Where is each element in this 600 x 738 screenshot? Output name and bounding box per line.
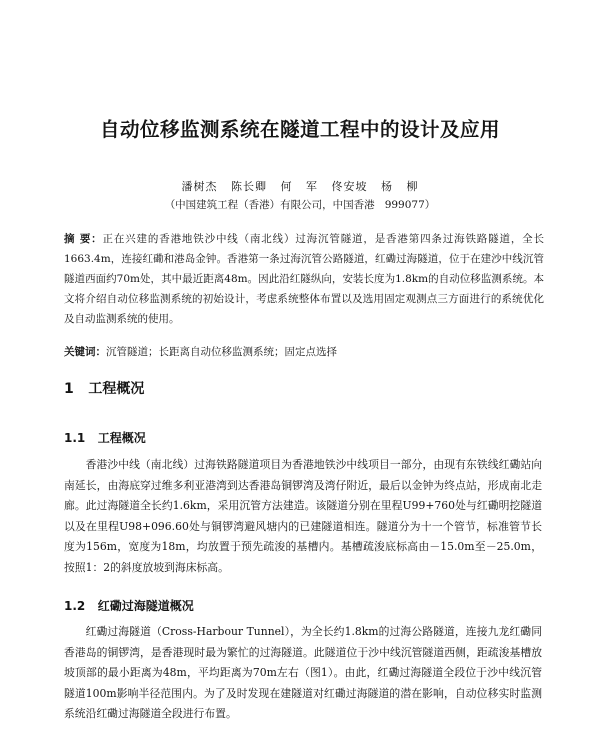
subsection-heading-1-1: 1.1 工程概况: [64, 431, 146, 445]
keywords-text: 沉管隧道；长距离自动位移监测系统；固定点选择: [106, 346, 337, 358]
abstract-text: 正在兴建的香港地铁沙中线（南北线）过海沉管隧道，是香港第四条过海铁路隧道，全长1663.4m，连接红磡和港岛金钟。香港第一条过海沉管公路隧道，红磡过海隧道，位于在建沙中线沉管隧道西面约70m处，其中最近距离48m。因此沿红隧纵向，安装长度为1.8km的自动位移监测系统。本文将介绍自动位移监测系统的初始设计，考虑系统整体布置以及选用固定观测点三方面进行的系统优化及自动监测系统的使用。: [64, 233, 545, 325]
abstract-block: [64, 229, 544, 329]
subsection-heading-1-2: 1.2 红磡过海隧道概况: [64, 599, 194, 613]
keywords-block: [64, 342, 544, 362]
author-list: 潘树杰 陈长卿 何 军 佟安坡 杨 柳: [181, 180, 419, 193]
section-heading-1: 1 工程概况: [64, 381, 145, 397]
paper-title: 自动位移监测系统在隧道工程中的设计及应用: [99, 118, 500, 141]
paragraph-1-2: 红磡过海隧道（Cross-Harbour Tunnel），为全长约1.8km的过海公路隧道，连接九龙红磡同香港岛的铜锣湾，是香港现时最为繁忙的过海隧道。此隧道位于沙中线沉管隧道西侧，距疏浚基槽放坡顶部的最小距离为48m，平均距离为70m左右（图1）。由此，红磡过海隧道全段位于沙中线沉管隧道100m影响半径范围内。为了及时发现在建隧道对红磡过海隧道的潜在影响，自动位移实时监测系统沿红磡过海隧道全段进行布置。: [64, 625, 542, 720]
keywords-label: 关键词：: [64, 346, 106, 358]
abstract-label: 摘 要：: [64, 233, 103, 245]
paragraph-1-1: 香港沙中线（南北线）过海铁路隧道项目为香港地铁沙中线项目一部分，由现有东铁线红磡站向南延长，由海底穿过维多利亚港湾到达香港岛铜锣湾及湾仔附近，最后以金钟为终点站，形成南北走廊。此过海隧道全长约1.6km，采用沉管方法建造。该隧道分别在里程U99+760处与红磡明挖隧道以及在里程U98+096.60处与铜锣湾避风塘内的已建隧道相连。隧道分为十一个管节，标准管节长度为156m，宽度为18m，均放置于预先疏浚的基槽内。基槽疏浚底标高由－15.0m至－25.0m，按照1：2的斜度放坡到海床标高。: [64, 458, 542, 574]
author-affiliation: （中国建筑工程（香港）有限公司，中国香港 999077）: [164, 199, 436, 211]
